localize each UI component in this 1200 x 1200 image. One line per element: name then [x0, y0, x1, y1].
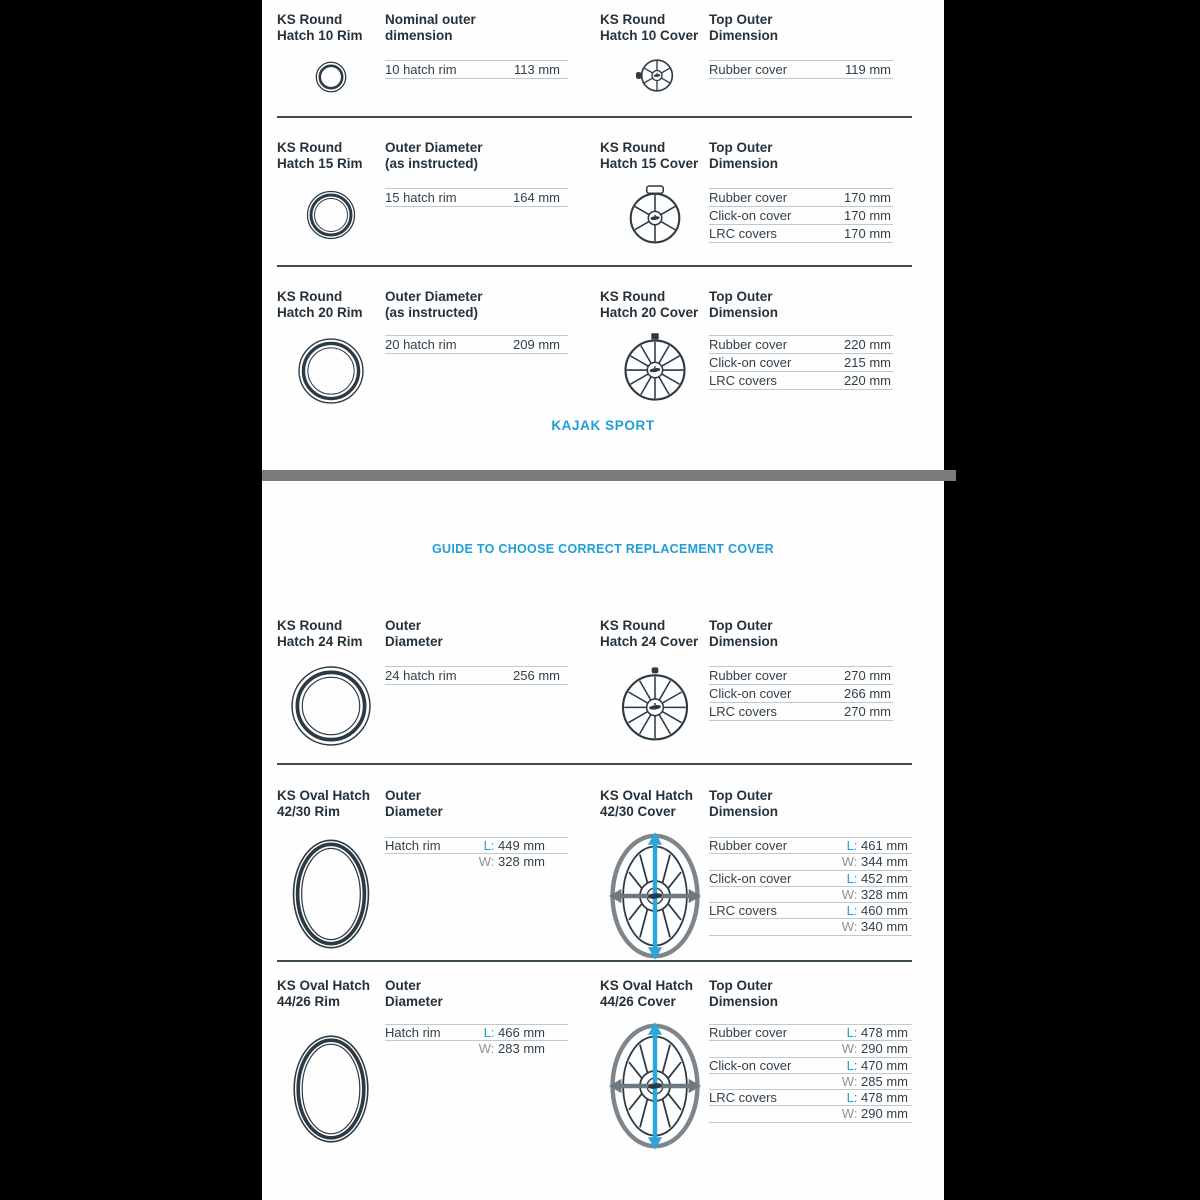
dim-row: [709, 871, 912, 887]
dim-label: 20 hatch rim: [385, 337, 457, 352]
table-row: [262, 618, 944, 763]
rim-name: KS Oval Hatch 44/26 Rim: [277, 978, 371, 1009]
dim-value-length: L: 449 mm: [483, 838, 545, 853]
cover-dim-header: Top Outer Dimension: [709, 289, 779, 320]
dim-value-length: L: 460 mm: [846, 903, 908, 919]
rim-name: KS Round Hatch 20 Rim: [277, 289, 363, 320]
oval-cover-arrows-icon: [609, 832, 701, 960]
page-2: [262, 481, 944, 1200]
rim-dim-table: [385, 60, 568, 79]
cover-name: KS Oval Hatch 44/26 Cover: [600, 978, 694, 1009]
dim-row: [709, 703, 893, 721]
dim-label: Click-on cover: [709, 355, 792, 370]
cover-dim-table: [709, 335, 893, 390]
rim-dim-table: [385, 335, 568, 354]
round-cover-6-spoke-icon: [635, 58, 675, 93]
dim-label: 10 hatch rim: [385, 62, 457, 77]
dim-row: [709, 372, 893, 390]
dim-label: LRC covers: [709, 1090, 777, 1106]
dim-row: [709, 207, 893, 225]
dim-row: [709, 189, 893, 207]
dim-value: 119 mm: [845, 62, 891, 77]
dim-row: [385, 189, 568, 207]
dim-row: [709, 854, 912, 870]
dim-value-length: L: 466 mm: [483, 1025, 545, 1040]
dim-label: Rubber cover: [709, 838, 788, 853]
table-row: [262, 267, 944, 407]
cover-dim-header: Top Outer Dimension: [709, 618, 779, 649]
round-hatch-rim-icon: [297, 337, 365, 405]
dim-row: [709, 1058, 912, 1074]
dim-row: [709, 336, 893, 354]
rim-dim-table: [385, 666, 568, 685]
dim-value: 266 mm: [844, 686, 891, 701]
rim-cell: [277, 12, 385, 116]
dim-label: LRC covers: [709, 704, 777, 719]
cover-dim-table: [709, 666, 893, 721]
dim-value-width: W: 283 mm: [478, 1041, 545, 1057]
dim-value: 170 mm: [844, 226, 891, 241]
rim-name: KS Round Hatch 24 Rim: [277, 618, 363, 649]
dim-label: Rubber cover: [709, 1025, 788, 1040]
cover-name: KS Round Hatch 15 Cover: [600, 140, 699, 171]
round-cover-6-spoke-icon: [628, 185, 682, 245]
dim-value: 256 mm: [513, 668, 560, 683]
dim-label: LRC covers: [709, 226, 777, 241]
cover-dim-header: Top Outer Dimension: [709, 12, 779, 43]
dim-value-width: W: 340 mm: [841, 919, 908, 935]
dim-row: [709, 1074, 912, 1090]
cover-dim-table: [709, 60, 893, 79]
dim-label: Click-on cover: [709, 870, 792, 886]
round-cover-12-spoke-icon: [623, 332, 687, 402]
dim-row: [709, 1025, 912, 1041]
oval-cover-arrows-icon: [609, 1019, 701, 1153]
table-row: [262, 962, 944, 1153]
dim-value: 209 mm: [513, 337, 560, 352]
dim-value-width: W: 290 mm: [841, 1106, 908, 1122]
rim-dim-header: Outer Diameter: [385, 978, 443, 1009]
cover-name: KS Round Hatch 20 Cover: [600, 289, 699, 320]
cover-name: KS Round Hatch 24 Cover: [600, 618, 699, 649]
dim-label: Click-on cover: [709, 208, 792, 223]
dim-value-width: W: 285 mm: [841, 1073, 908, 1089]
rim-name: KS Round Hatch 15 Rim: [277, 140, 363, 171]
dim-row: [385, 667, 568, 685]
oval-hatch-rim-icon: [291, 1025, 371, 1153]
cover-dim-table: [709, 188, 893, 243]
dim-row: [709, 685, 893, 703]
dim-row: [709, 919, 912, 935]
dim-row: [385, 336, 568, 354]
dim-row: [709, 1041, 912, 1057]
cover-dim-table: [709, 1024, 912, 1123]
dim-row: [709, 903, 912, 919]
page-heading: GUIDE TO CHOOSE CORRECT REPLACEMENT COVER: [432, 542, 774, 556]
dim-value-length: L: 478 mm: [846, 1090, 908, 1106]
table-row: [262, 765, 944, 960]
dim-value-length: L: 478 mm: [846, 1025, 908, 1040]
brand-logo-text: KAJAK SPORT: [551, 418, 655, 433]
dim-value: 170 mm: [844, 208, 891, 223]
dim-label: LRC covers: [709, 903, 777, 919]
dim-value: 220 mm: [844, 337, 891, 352]
dim-value-length: L: 470 mm: [846, 1057, 908, 1073]
dim-value: 220 mm: [844, 373, 891, 388]
dim-value-width: W: 290 mm: [841, 1041, 908, 1057]
dim-value: 164 mm: [513, 190, 560, 205]
brand-footer: [262, 407, 944, 470]
dim-value-width: W: 328 mm: [841, 886, 908, 902]
dim-label: Hatch rim: [385, 838, 441, 853]
dim-row: [709, 667, 893, 685]
rim-dim-table: [385, 188, 568, 207]
cover-name: KS Round Hatch 10 Cover: [600, 12, 699, 43]
dim-label: Rubber cover: [709, 668, 788, 683]
round-hatch-rim-icon: [315, 61, 347, 93]
table-row: [262, 0, 944, 116]
cover-dim-header: Top Outer Dimension: [709, 788, 779, 819]
dim-label: 24 hatch rim: [385, 668, 457, 683]
page-1: [262, 0, 944, 470]
dim-value-length: L: 452 mm: [846, 870, 908, 886]
dim-label: Rubber cover: [709, 190, 788, 205]
dim-row: [709, 1106, 912, 1122]
dim-row: [709, 61, 893, 79]
dim-row: [709, 838, 912, 854]
dim-label: Click-on cover: [709, 1057, 792, 1073]
rim-dim-header: Outer Diameter (as instructed): [385, 289, 483, 320]
rim-name: KS Round Hatch 10 Rim: [277, 12, 363, 43]
round-hatch-rim-icon: [306, 190, 356, 240]
dim-value: 215 mm: [844, 355, 891, 370]
dim-label: 15 hatch rim: [385, 190, 457, 205]
dim-value: 270 mm: [844, 704, 891, 719]
dim-value-width: W: 328 mm: [478, 854, 545, 870]
rim-dim-table: [385, 1024, 568, 1058]
dim-value: 113 mm: [514, 62, 560, 77]
page-divider-bar: [262, 470, 956, 481]
dim-row: [709, 354, 893, 372]
cover-dim-header: Top Outer Dimension: [709, 978, 779, 1009]
dim-value-width: W: 344 mm: [841, 854, 908, 870]
dim-row: [385, 61, 568, 79]
rim-dim-header: Nominal outer dimension: [385, 12, 476, 43]
cover-dim-table: [709, 837, 912, 936]
dim-label: Click-on cover: [709, 686, 792, 701]
dim-row: [385, 838, 568, 854]
dim-label: Rubber cover: [709, 62, 788, 77]
round-hatch-rim-icon: [290, 665, 372, 747]
rim-dim-header: Outer Diameter: [385, 618, 443, 649]
rim-dim-header: Outer Diameter (as instructed): [385, 140, 483, 171]
dim-value: 270 mm: [844, 668, 891, 683]
dim-row: [709, 887, 912, 903]
table-row: [262, 118, 944, 265]
dim-label: LRC covers: [709, 373, 777, 388]
round-cover-12-spoke-icon: [620, 666, 690, 742]
rim-dim-header: Outer Diameter: [385, 788, 443, 819]
rim-name: KS Oval Hatch 42/30 Rim: [277, 788, 371, 819]
dim-label: Rubber cover: [709, 337, 788, 352]
dim-row: [709, 225, 893, 243]
dim-value: 170 mm: [844, 190, 891, 205]
dim-row: [385, 1025, 568, 1041]
rim-dim-table: [385, 837, 568, 871]
dim-row: [709, 1090, 912, 1106]
cover-dim-header: Top Outer Dimension: [709, 140, 779, 171]
dim-label: Hatch rim: [385, 1025, 441, 1040]
oval-hatch-rim-icon: [289, 837, 373, 951]
gap: [568, 12, 600, 116]
dim-row: [385, 854, 568, 870]
cover-name: KS Oval Hatch 42/30 Cover: [600, 788, 694, 819]
dim-row: [385, 1041, 568, 1057]
dim-value-length: L: 461 mm: [846, 838, 908, 853]
